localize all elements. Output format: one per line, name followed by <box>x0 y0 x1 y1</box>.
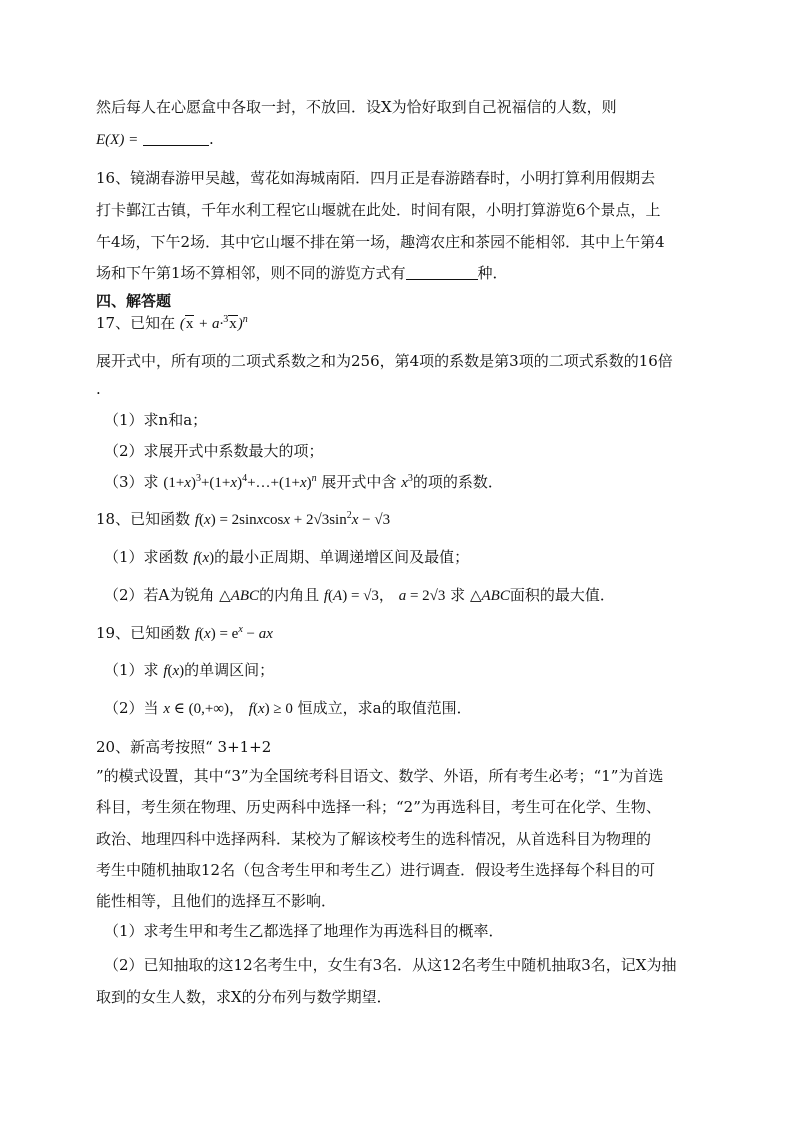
q17-line: . <box>96 380 101 398</box>
q20-line: 政治、地理四科中选择两科．某校为了解该校考生的选科情况，从首选科目为物理的 <box>96 830 652 848</box>
q20-line: 科目，考生须在物理、历史两科中选择一科；“2”为再选科目，考生可在化学、生物、 <box>96 798 661 816</box>
q18-line: 18、已知函数 f(x) = 2sinxcosx + $2√3\sin^2x - √3$ <box>96 510 391 528</box>
q20-line: 能性相等，且他们的选择互不影响． <box>96 892 337 910</box>
q16-line: 16、镜湖春游甲吴越，莺花如海城南陌．四月正是春游踏春时，小明打算利用假期去 <box>96 169 656 187</box>
q17-part: （1）求n和a； <box>104 411 208 429</box>
q20-part: （2）已知抽取的这12名考生中，女生有3名．从这12名考生中随机抽取3名，记X为抽 <box>104 956 677 974</box>
q16-line: 午4场，下午2场．其中它山堰不排在第一场，趣湾农庄和茶园不能相邻．其中上午第4 <box>96 233 665 251</box>
binomial-expr: $(x + a\cdot^3x)^n$ <box>179 314 248 332</box>
q18-part: （2）若A为锐角 △ABC的内角且 f(A) = √3， a = 2√3 求 △ABC面积的最大值． <box>104 586 615 604</box>
q16-line: 场和下午第1场不算相邻，则不同的游览方式有 种． <box>96 264 508 282</box>
q18-part: （1）求函数 f(x)的最小正周期、单调递增区间及最值； <box>104 548 470 566</box>
q20-line: 20、新高考按照“ 3+1+2 <box>96 738 272 756</box>
q17-line: 17、已知在 $(x + a\cdot^3x)^n$ <box>96 314 248 332</box>
q20-line: 考生中随机抽取12名（包含考生甲和考生乙）进行调查．假设考生选择每个科目的可 <box>96 861 656 879</box>
q17-part: （3）求 $(1+x)^3+(1+x)^4+\dots+(1+x)^n$ 展开式中含 $x^3$的项的系数． <box>104 473 503 491</box>
answer-blank <box>406 265 478 280</box>
answer-blank <box>143 131 209 146</box>
section-heading: 四、解答题 <box>96 292 172 310</box>
q16-line: 打卡鄞江古镇，千年水利工程它山堰就在此处．时间有限，小明打算游览6个景点，上 <box>96 201 661 219</box>
q19-part: （2）当 x ∈ (0,+∞)， f(x) ≥ 0 恒成立，求a的取值范围． <box>104 699 472 717</box>
text-line: 然后每人在心愿盒中各取一封，不放回．设X为恰好取到自己祝福信的人数，则 <box>96 98 617 116</box>
q17-line: 展开式中，所有项的二项式系数之和为256，第4项的系数是第3项的二项式系数的16倍 <box>96 352 673 370</box>
function-expr: f(x) = 2sinxcosx + $2√3\sin^2x - √3$ <box>194 510 391 528</box>
sum-expr: $(1+x)^3+(1+x)^4+\dots+(1+x)^n$ <box>163 473 317 491</box>
expectation-expr: E(X) = <box>96 132 139 148</box>
q19-part: （1）求 f(x)的单调区间； <box>104 661 275 679</box>
function-expr: $f(x) = e^x$ − ax <box>194 624 273 642</box>
q17-part: （2）求展开式中系数最大的项； <box>104 442 324 460</box>
q20-part: 取到的女生人数，求X的分布列与数学期望． <box>96 988 392 1006</box>
q20-line: ”的模式设置，其中“3”为全国统考科目语文、数学、外语，所有考生必考；“1”为首选 <box>96 767 664 785</box>
expectation-line: E(X) = . <box>96 130 214 148</box>
q20-part: （1）求考生甲和考生乙都选择了地理作为再选科目的概率． <box>104 922 504 940</box>
q19-line: 19、已知函数 $f(x) = e^x$ − ax <box>96 624 273 642</box>
